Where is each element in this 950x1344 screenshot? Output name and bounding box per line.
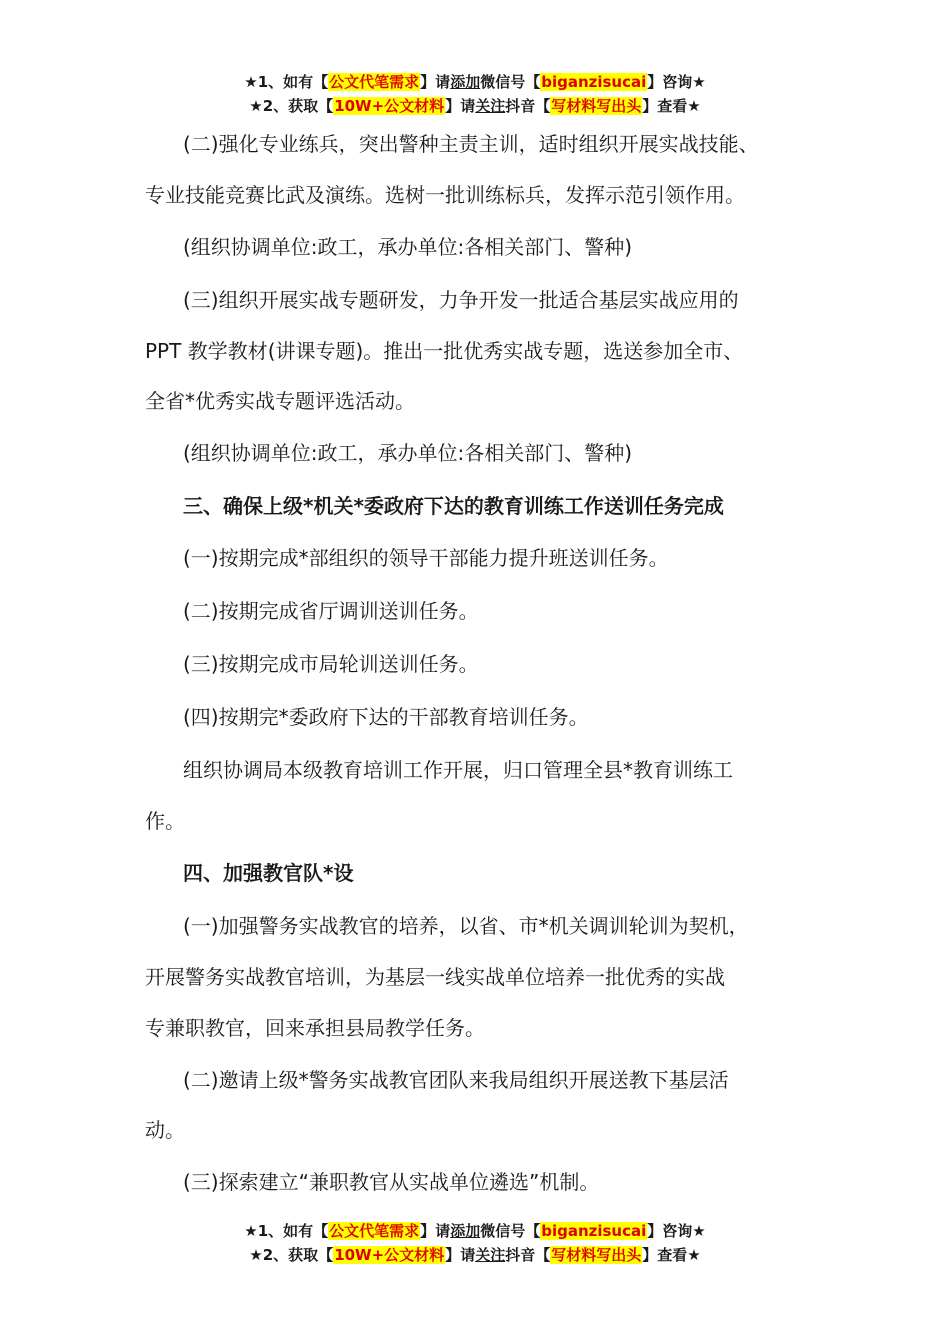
paragraph-line: 专兼职教官，回来承担县局教学任务。 bbox=[145, 1016, 485, 1040]
paragraph-line: (四)按期完*委政府下达的干部教育培训任务。 bbox=[183, 705, 589, 729]
paragraph-line: 动。 bbox=[145, 1118, 185, 1142]
paragraph-line: (组织协调单位:政工，承办单位:各相关部门、警种) bbox=[183, 235, 633, 259]
paragraph-line: (二)邀请上级*警务实战教官团队来我局组织开展送教下基层活 bbox=[183, 1068, 729, 1092]
paragraph-line: (一)加强警务实战教官的培养，以省、市*机关调训轮训为契机， bbox=[183, 914, 749, 938]
paragraph-line: 开展警务实战教官培训，为基层一线实战单位培养一批优秀的实战 bbox=[145, 965, 725, 989]
paragraph-line: (组织协调单位:政工，承办单位:各相关部门、警种) bbox=[183, 441, 633, 465]
highlight-service: 公文代笔需求 bbox=[329, 1222, 420, 1240]
highlight-wechat-id: biganzisucai bbox=[541, 73, 647, 91]
footer-ad-line-1: ★1、如有【公文代笔需求】请添加微信号【biganzisucai】咨询★ bbox=[244, 1222, 706, 1240]
header-ad-line-2: ★2、获取【10W+公文材料】请关注抖音【写材料写出头】查看★ bbox=[249, 97, 701, 115]
highlight-service: 公文代笔需求 bbox=[329, 73, 420, 91]
paragraph-line: (三)探索建立“兼职教官从实战单位遴选”机制。 bbox=[183, 1170, 600, 1194]
section-heading: 三、确保上级*机关*委政府下达的教育训练工作送训任务完成 bbox=[183, 494, 724, 518]
paragraph-line: (三)组织开展实战专题研发，力争开发一批适合基层实战应用的 bbox=[183, 288, 739, 312]
paragraph-line: 作。 bbox=[145, 809, 185, 833]
highlight-wechat-id: biganzisucai bbox=[541, 1222, 647, 1240]
header-ad-line-1: ★1、如有【公文代笔需求】请添加微信号【biganzisucai】咨询★ bbox=[244, 73, 706, 91]
footer-ad-line-2: ★2、获取【10W+公文材料】请关注抖音【写材料写出头】查看★ bbox=[249, 1246, 701, 1264]
paragraph-line: (三)按期完成市局轮训送训任务。 bbox=[183, 652, 479, 676]
paragraph-line: PPT 教学教材(讲课专题)。推出一批优秀实战专题，选送参加全市、 bbox=[145, 339, 744, 363]
highlight-materials: 10W+公文材料 bbox=[334, 1246, 445, 1264]
paragraph-line: 全省*优秀实战专题评选活动。 bbox=[145, 389, 415, 413]
paragraph-line: (一)按期完成*部组织的领导干部能力提升班送训任务。 bbox=[183, 546, 669, 570]
highlight-materials: 10W+公文材料 bbox=[334, 97, 445, 115]
highlight-douyin: 写材料写出头 bbox=[551, 97, 642, 115]
paragraph-line: (二)按期完成省厅调训送训任务。 bbox=[183, 599, 479, 623]
highlight-douyin: 写材料写出头 bbox=[551, 1246, 642, 1264]
section-heading: 四、加强教官队*设 bbox=[183, 861, 354, 885]
paragraph-line: (二)强化专业练兵，突出警种主责主训，适时组织开展实战技能、 bbox=[183, 132, 759, 156]
paragraph-line: 组织协调局本级教育培训工作开展，归口管理全县*教育训练工 bbox=[183, 758, 733, 782]
paragraph-line: 专业技能竞赛比武及演练。选树一批训练标兵，发挥示范引领作用。 bbox=[145, 183, 745, 207]
